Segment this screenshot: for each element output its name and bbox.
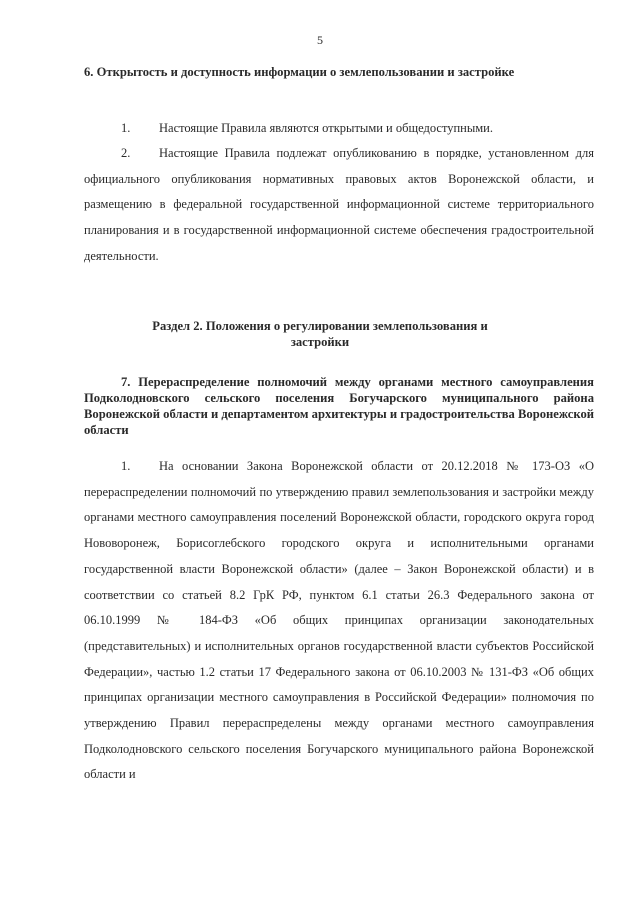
page-number: 5 — [317, 33, 323, 47]
section-6-paragraph-1 — [84, 116, 594, 142]
part-2-heading: Раздел 2. Положения о регулировании землепользования и застройки — [152, 319, 488, 349]
section-7-heading: 7. Перераспределение полномочий между органами местного самоуправления Подколодновского сельского поселения Богучарского муниципального района Воронежской области и департаментом архитектуры и градостроительства Воронежской области — [84, 375, 594, 437]
paragraph-number: 1. — [121, 121, 131, 135]
section-6-paragraph-2 — [84, 141, 594, 301]
section-7-paragraph-1 — [84, 454, 594, 854]
paragraph-text: Настоящие Правила являются открытыми и общедоступными. — [159, 121, 493, 135]
paragraph-text: Настоящие Правила подлежат опубликованию в порядке, установленном для официального опубликования нормативных правовых актов Воронежской области, и размещению в федеральной государственной информационной системе территориального планирования и в государственной информационной системе обеспечения градостроительной деятельности. — [84, 146, 594, 263]
paragraph-text: На основании Закона Воронежской области от 20.12.2018 № 173-ОЗ «О перераспределении полномочий по утверждению правил землепользования и застройки между органами местного самоуправления поселений Воронежской области, городского округа город Нововоронеж, Борисоглебского городского округа и исполнительными органами государственной власти Воронежской области» (далее – Закон Воронежской области) и в соответствии со статьей 8.2 ГрК РФ, пунктом 6.1 статьи 26.3 Федерального закона от 06.10.1999 № 184-ФЗ «Об общих принципах организации законодательных (представительных) и исполнительных органов государственной власти субъектов Российской Федерации», частью 1.2 статьи 17 Федерального закона от 06.10.2003 № 131-ФЗ «Об общих принципах организации местного самоуправления в Российской Федерации» полномочия по утверждению Правил перераспределены между органами местного самоуправления Подколодновского сельского поселения Богучарского муниципального района Воронежской области и — [84, 459, 594, 782]
section-6-heading: 6. Открытость и доступность информации о землепользовании и застройке — [84, 65, 515, 79]
paragraph-number: 1. — [121, 459, 131, 473]
paragraph-number: 2. — [121, 146, 131, 160]
